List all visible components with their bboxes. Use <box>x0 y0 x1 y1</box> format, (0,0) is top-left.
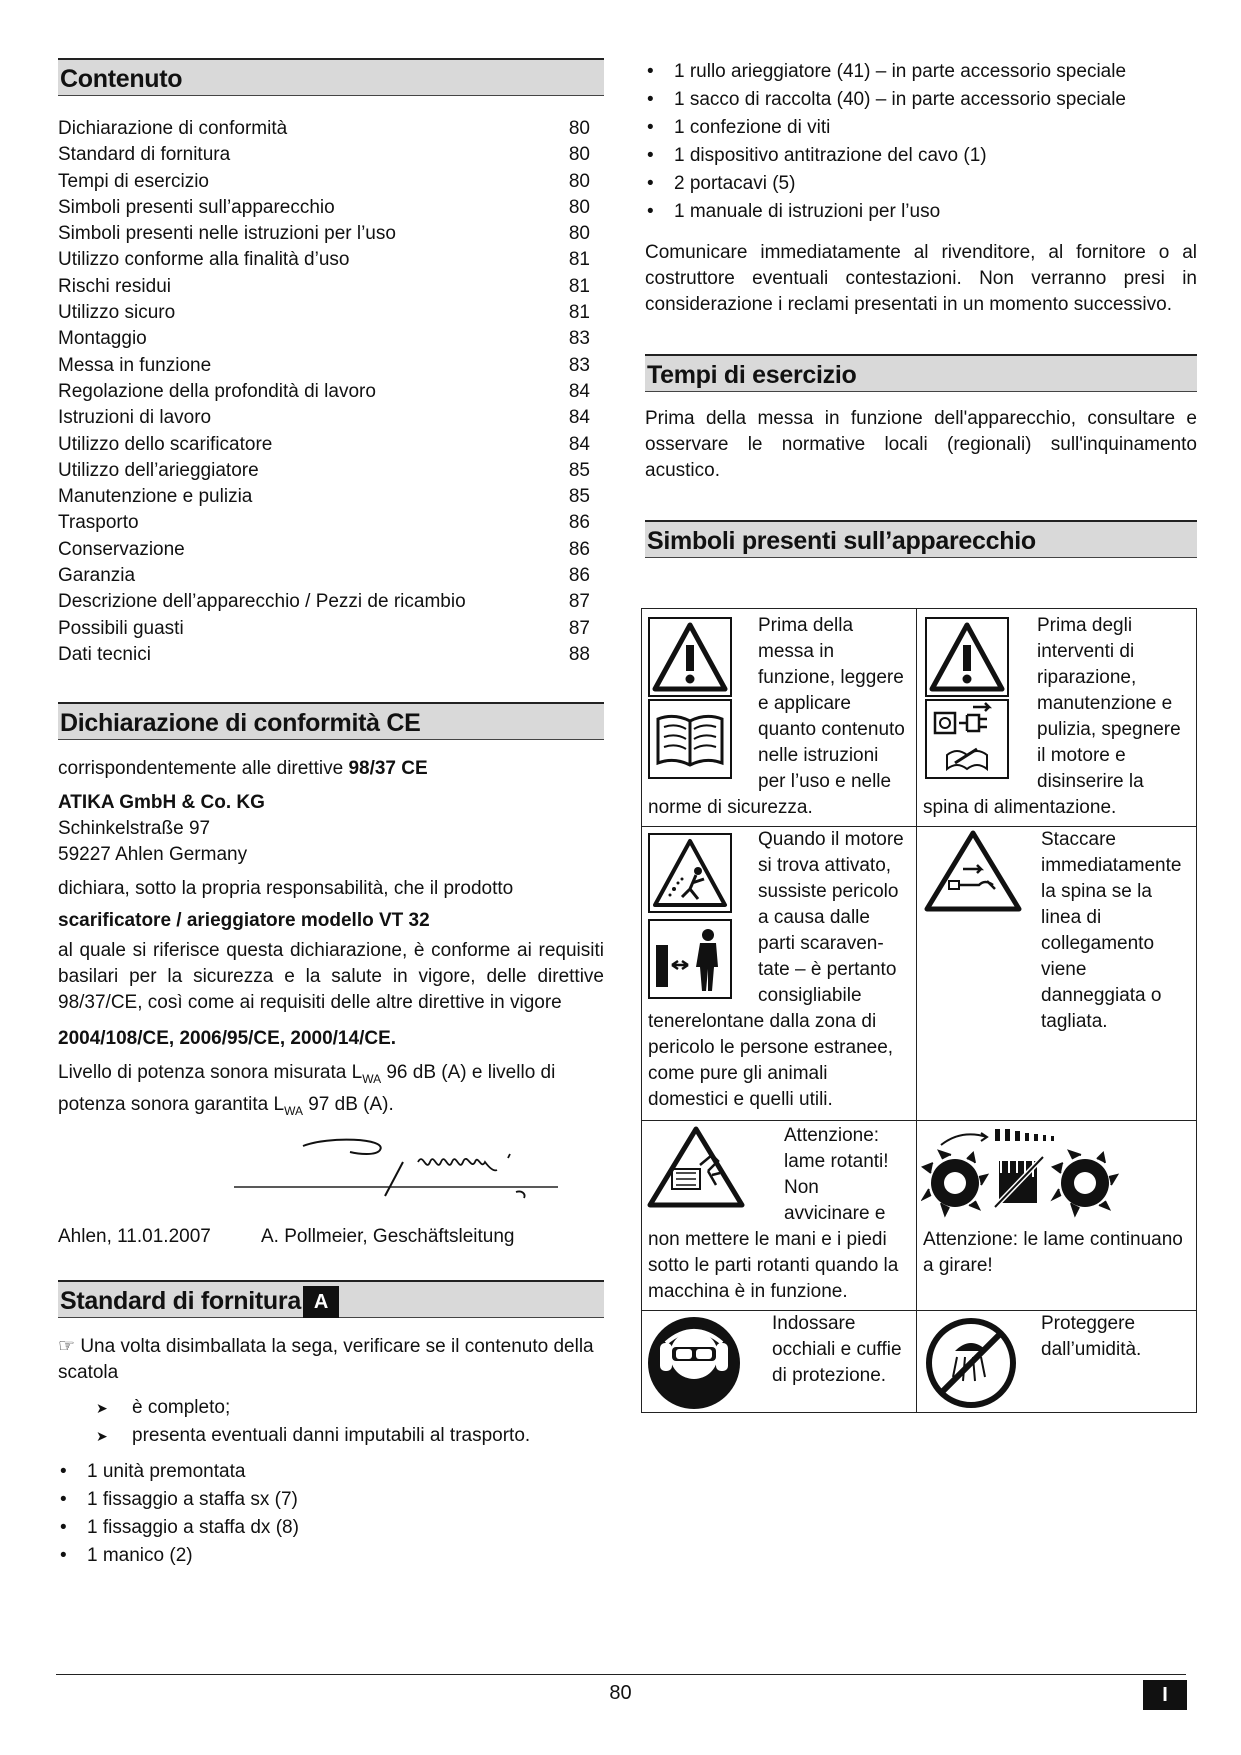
toc-page: 87 <box>568 617 590 639</box>
toc-row <box>58 379 604 405</box>
protection-text: Indossare occhiali e cuffie di protezione. <box>772 1313 902 1386</box>
toc-row <box>58 589 604 615</box>
toc-row <box>58 537 604 563</box>
toc-page: 81 <box>568 302 590 324</box>
toc-label: Tempi di esercizio <box>58 170 209 192</box>
no-rain-icon <box>923 1315 1019 1411</box>
blades-text: Attenzione: lame rotanti! Non avvicinare e <box>784 1125 889 1224</box>
symbol-cell-read-manual <box>642 609 917 827</box>
flying-debris-icon <box>648 833 732 913</box>
blades-continue-text: Attenzione: le lame continuano a girare! <box>923 1229 1183 1276</box>
delivery-item: • 1 dispositivo antitrazione del cavo (1) <box>645 142 1197 170</box>
signatory: A. Pollmeier, Geschäftsleitung <box>261 1225 515 1247</box>
symbols-table <box>641 608 1197 1413</box>
toc-page: 81 <box>568 275 590 297</box>
toc-row <box>58 432 604 458</box>
blades-tail: non mettere le mani e i piedi sotto le parti rotanti quando la macchina è in funzione. <box>648 1229 899 1302</box>
toc-label: Manutenzione e pulizia <box>58 486 253 508</box>
toc-label: Montaggio <box>58 328 147 350</box>
toc-page: 80 <box>568 223 590 245</box>
toc-label: Dichiarazione di conformità <box>58 118 288 139</box>
toc-label: Trasporto <box>58 512 139 534</box>
toc-row <box>58 169 604 195</box>
delivery-item: • 1 unità premontata <box>58 1458 604 1486</box>
toc-row <box>58 221 604 247</box>
check-item: ➤ presenta eventuali danni imputabili al trasporto. <box>96 1422 604 1450</box>
delivery-item: • 1 confezione di viti <box>645 114 1197 142</box>
damaged-cable-icon <box>923 829 1023 913</box>
toc-row <box>58 405 604 431</box>
toc-row <box>58 116 604 142</box>
toc-row <box>58 274 604 300</box>
delivery-item: • 1 fissaggio a staffa dx (8) <box>58 1514 604 1542</box>
symbol-cell-blades-continue <box>917 1121 1197 1311</box>
symbol-cell-projection <box>642 827 917 1121</box>
toc-page: 80 <box>568 144 590 166</box>
delivery-items-right <box>645 58 1197 226</box>
directive-line: corrispondentemente alle direttive 98/37 CE <box>58 758 428 780</box>
company-street: Schinkelstraße 97 <box>58 818 211 840</box>
toc-heading: Contenuto <box>58 58 604 96</box>
toc-label: Messa in funzione <box>58 354 212 376</box>
delivery-item: • 1 manico (2) <box>58 1542 604 1570</box>
declaration-statement: dichiara, sotto la propria responsabilità, che il prodotto <box>58 878 514 900</box>
delivery-item: • 1 fissaggio a staffa sx (7) <box>58 1486 604 1514</box>
delivery-item: • 1 manuale di istruzioni per l’uso <box>645 198 1197 226</box>
delivery-heading: Standard di fornitura A <box>58 1280 604 1318</box>
signature <box>58 1124 604 1224</box>
toc-page: 80 <box>568 170 590 192</box>
toc-row <box>58 247 604 273</box>
toc-page: 80 <box>568 118 590 139</box>
cable-text: Staccare immediatamente la spina se la linea di collegamento viene danneggiata o tagliata. <box>1041 829 1182 1032</box>
protection-gear-icon <box>646 1315 742 1411</box>
toc-page: 86 <box>568 538 590 560</box>
toc-page: 84 <box>568 433 590 455</box>
toc-label: Regolazione della profondità di lavoro <box>58 380 376 402</box>
toc-label: Utilizzo sicuro <box>58 302 176 324</box>
toc-page: 85 <box>568 459 590 481</box>
toc-label: Conservazione <box>58 538 185 560</box>
toc-label: Simboli presenti sull’apparecchio <box>58 196 335 218</box>
toc-row <box>58 642 604 668</box>
other-directives: 2004/108/CE, 2006/95/CE, 2000/14/CE. <box>58 1028 397 1050</box>
delivery-intro: ☞ Una volta disimballata la sega, verificare se il contenuto della scatola <box>58 1335 594 1383</box>
toc-row <box>58 563 604 589</box>
left-column <box>58 58 604 1570</box>
toc-row <box>58 484 604 510</box>
operating-times-text: Prima della messa in funzione dell'apparecchio, consultare e osservare le normative locali (regionali) sull'inquinamento acustico. <box>645 408 1197 481</box>
delivery-item: • 1 rullo arieggiatore (41) – in parte accessorio speciale <box>645 58 1197 86</box>
toc-label: Descrizione dell’apparecchio / Pezzi de ricambio <box>58 591 466 613</box>
toc-row <box>58 510 604 536</box>
projection-tail: tenerelontane dalla zona di pericolo le persone estranee, come pure gli animali domestici e quelli utili. <box>648 1011 894 1110</box>
toc-page: 84 <box>568 407 590 429</box>
figure-badge: A <box>303 1286 339 1318</box>
toc-row <box>58 326 604 352</box>
symbol-cell-blades <box>642 1121 917 1311</box>
check-item: ➤ è completo; <box>96 1394 604 1422</box>
before-repair-text: Prima degli interventi di riparazione, manutenzione e pulizia, spegnere il motore e disinserire la <box>1037 615 1181 792</box>
delivery-item: • 1 sacco di raccolta (40) – in parte accessorio speciale <box>645 86 1197 114</box>
toc-page: 84 <box>568 380 590 402</box>
toc-page: 83 <box>568 328 590 350</box>
toc-row <box>58 142 604 168</box>
symbols-heading: Simboli presenti sull’apparecchio <box>645 520 1197 558</box>
operating-times-heading: Tempi di esercizio <box>645 354 1197 392</box>
toc-page: 81 <box>568 249 590 271</box>
symbol-cell-humidity <box>917 1311 1197 1413</box>
product-name: scarificatore / arieggiatore modello VT 32 <box>58 910 430 932</box>
toc-label: Utilizzo dello scarificatore <box>58 433 273 455</box>
warning-icon <box>648 617 732 697</box>
toc-row <box>58 458 604 484</box>
humidity-text: Proteggere dall’umidità. <box>1041 1313 1142 1360</box>
toc-page: 86 <box>568 512 590 534</box>
toc-page: 83 <box>568 354 590 376</box>
complaints-text: Comunicare immediatamente al rivenditore, al fornitore o al costruttore eventuali contestazioni. Non verranno presi in considerazione i reclami presentati in un momento successivo. <box>645 242 1197 315</box>
delivery-item: • 2 portacavi (5) <box>645 170 1197 198</box>
language-badge: I <box>1143 1680 1187 1710</box>
page-number: 80 <box>609 1682 632 1704</box>
toc-page: 85 <box>568 486 590 508</box>
footer-rule <box>56 1674 1186 1675</box>
toc-label: Utilizzo dell’arieggiatore <box>58 459 259 481</box>
keep-distance-icon <box>648 919 732 999</box>
toc-page: 87 <box>568 591 590 613</box>
symbol-cell-before-repair <box>917 609 1197 827</box>
sign-line <box>58 1224 604 1250</box>
toc-label: Standard di fornitura <box>58 144 231 166</box>
toc-row <box>58 195 604 221</box>
read-manual-text: Prima della messa in funzione, leggere e applicare quanto contenuto nelle istruzioni per l’uso e nelle <box>758 615 905 792</box>
read-manual-tail: norme di sicurezza. <box>648 797 813 818</box>
delivery-checks <box>58 1394 604 1450</box>
toc-label: Dati tecnici <box>58 643 151 665</box>
rotating-blades-icon <box>646 1125 746 1209</box>
toc-row <box>58 616 604 642</box>
symbol-cell-protection <box>642 1311 917 1413</box>
toc-label: Istruzioni di lavoro <box>58 407 212 429</box>
right-column <box>645 58 1197 558</box>
place-date: Ahlen, 11.01.2007 <box>58 1225 211 1247</box>
company-city: 59227 Ahlen Germany <box>58 844 248 866</box>
directive: 98/37 CE <box>348 758 428 780</box>
projection-text: Quando il motore si trova attivato, sussiste pericolo a causa dalle parti scaraven- tate – è pertanto consigliabile <box>758 829 904 1006</box>
toc-label: Simboli presenti nelle istruzioni per l’uso <box>58 223 396 245</box>
toc-label: Rischi residui <box>58 275 171 297</box>
toc-label: Garanzia <box>58 565 136 587</box>
sound-level: Livello di potenza sonora misurata $L_{WA}$ 96 dB (A) e livello di potenza sonora garantita $L_{WA}$ 97 dB (A). <box>58 1062 556 1118</box>
toc-row <box>58 300 604 326</box>
toc-label: Possibili guasti <box>58 617 184 639</box>
company-name: ATIKA GmbH & Co. KG <box>58 792 265 814</box>
pointing-hand-icon: ☞ <box>58 1335 76 1357</box>
delivery-items-left <box>58 1458 604 1570</box>
symbol-cell-cable <box>917 827 1197 1121</box>
toc-page: 86 <box>568 565 590 587</box>
before-repair-tail: spina di alimentazione. <box>923 797 1117 818</box>
blades-continue-icon <box>921 1123 1121 1223</box>
toc-list <box>58 116 604 668</box>
toc-label: Utilizzo conforme alla finalità d’uso <box>58 249 350 271</box>
toc-page: 88 <box>568 643 590 665</box>
toc-row <box>58 353 604 379</box>
manual-book-icon <box>648 699 732 779</box>
conformity-text: al quale si riferisce questa dichiarazione, è conforme ai requisiti basilari per la sicurezza e la salute in vigore, delle direttive 98/37/CE, così come ai requisiti delle altre direttive in vigore <box>58 940 604 1014</box>
declaration-heading: Dichiarazione di conformità CE <box>58 702 604 740</box>
warning-icon <box>925 617 1009 697</box>
unplug-icon <box>925 699 1009 779</box>
toc-page: 80 <box>568 196 590 218</box>
